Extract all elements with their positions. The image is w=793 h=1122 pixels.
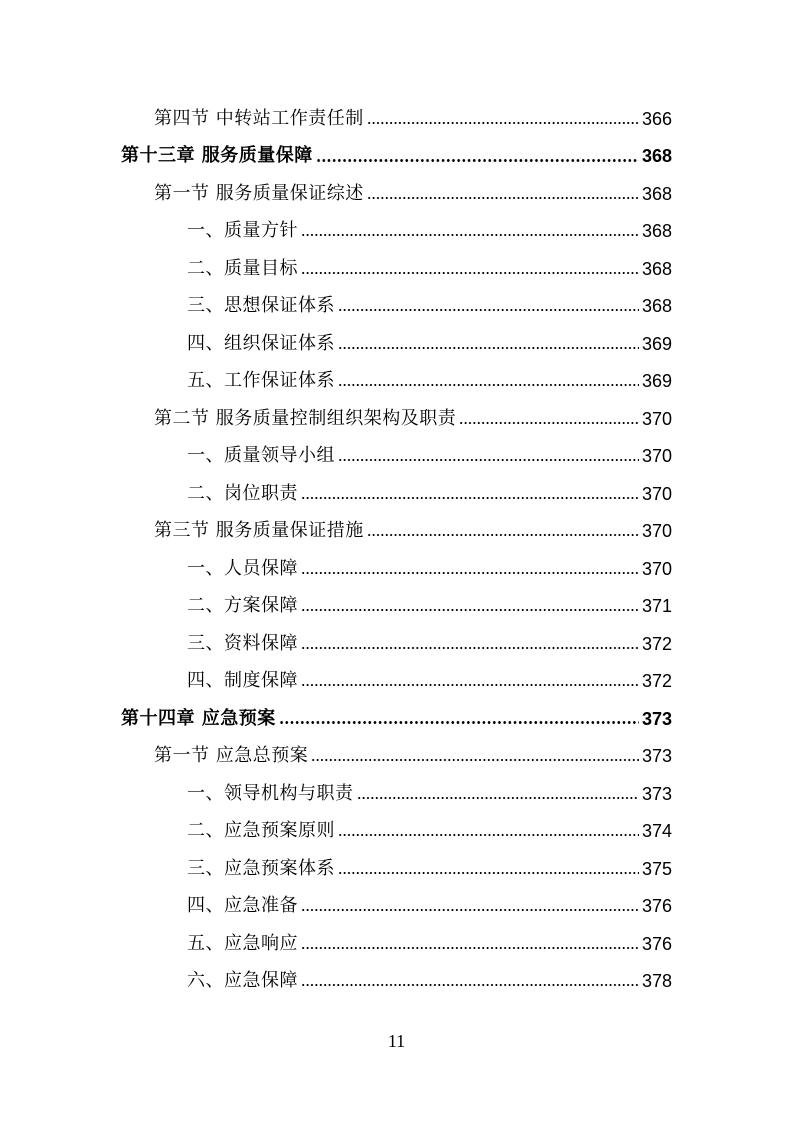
toc-entry-title: 三、思想保证体系: [187, 295, 335, 316]
toc-entry-page: 369: [641, 371, 672, 391]
toc-entry-page: 378: [641, 971, 672, 991]
dot-leader: [301, 684, 639, 686]
toc-entry[interactable]: [187, 963, 672, 1000]
toc-entry-title: 第十三章 服务质量保障: [121, 145, 313, 166]
toc-entry-page: 370: [641, 408, 672, 429]
dot-leader: [338, 347, 639, 349]
dot-leader: [301, 497, 639, 499]
dot-leader: [357, 797, 639, 799]
dot-leader: [316, 159, 639, 162]
dot-leader: [311, 759, 639, 761]
toc-entry[interactable]: [187, 550, 672, 587]
dot-leader: [338, 459, 639, 461]
toc-entry-title: 三、资料保障: [187, 632, 298, 654]
toc-entry-title: 三、应急预案体系: [187, 857, 335, 879]
dot-leader: [338, 872, 639, 874]
toc-entry-title: 四、组织保证体系: [187, 332, 335, 354]
toc-entry-title: 二、岗位职责: [187, 482, 298, 504]
dot-leader: [301, 909, 639, 911]
toc-entry[interactable]: [154, 400, 672, 437]
toc-entry-title: 一、人员保障: [187, 557, 298, 579]
dot-leader: [338, 834, 639, 836]
dot-leader: [338, 309, 639, 311]
dot-leader: [301, 272, 639, 274]
dot-leader: [338, 384, 639, 386]
toc-entry-page: 370: [641, 558, 672, 579]
toc-entry-title: 五、工作保证体系: [187, 370, 335, 391]
toc-entry-title: 一、质量方针: [187, 220, 298, 241]
toc-entry[interactable]: [187, 850, 672, 887]
dot-leader: [279, 721, 639, 724]
toc-entry[interactable]: [187, 888, 672, 925]
dot-leader: [301, 234, 639, 236]
dot-leader: [367, 197, 639, 199]
toc-entry-page: 368: [641, 221, 672, 241]
toc-entry[interactable]: [154, 513, 672, 550]
toc-entry-title: 五、应急响应: [187, 932, 298, 954]
toc-entry-page: 372: [641, 671, 672, 691]
dot-leader: [301, 947, 639, 949]
toc-entry-page: 368: [641, 296, 672, 316]
toc-entry-title: 四、制度保障: [187, 670, 298, 691]
toc-entry[interactable]: [187, 288, 672, 325]
toc-entry[interactable]: [187, 250, 672, 287]
toc-entry[interactable]: [187, 625, 672, 662]
toc-entry-page: 366: [641, 108, 672, 129]
toc-entry-title: 六、应急保障: [187, 970, 298, 991]
toc-entry[interactable]: [187, 588, 672, 625]
toc-entry-page: 372: [641, 633, 672, 654]
toc-entry[interactable]: [154, 175, 672, 212]
toc-entry-page: 368: [641, 146, 672, 166]
dot-leader: [459, 422, 639, 424]
toc-entry[interactable]: [187, 813, 672, 850]
toc-entry-page: 376: [641, 933, 672, 954]
toc-entry-title: 第一节 应急总预案: [154, 745, 309, 766]
toc-chapter-entry[interactable]: [121, 138, 672, 175]
toc-entry[interactable]: [187, 213, 672, 250]
toc-entry-page: 373: [641, 746, 672, 766]
page-number: 11: [387, 1031, 406, 1051]
dot-leader: [301, 647, 639, 649]
toc-entry-title: 第三节 服务质量保证措施: [154, 520, 364, 541]
toc-entry[interactable]: [187, 925, 672, 962]
toc-entry-page: 373: [641, 708, 672, 729]
toc-entry[interactable]: [154, 738, 672, 775]
dot-leader: [367, 122, 639, 124]
dot-leader: [301, 572, 639, 574]
toc-entry-page: 368: [641, 183, 672, 204]
toc-entry-page: 370: [641, 446, 672, 466]
dot-leader: [301, 984, 639, 986]
toc-entry-title: 四、应急准备: [187, 895, 298, 916]
toc-entry-title: 第四节 中转站工作责任制: [154, 107, 364, 129]
dot-leader: [301, 609, 639, 611]
toc-entry-page: 370: [641, 483, 672, 504]
toc-entry[interactable]: [187, 775, 672, 812]
toc-entry[interactable]: [154, 100, 672, 137]
dot-leader: [367, 534, 639, 536]
toc-entry-page: 368: [641, 258, 672, 279]
toc-entry-title: 二、方案保障: [187, 595, 298, 616]
toc-entry-title: 第一节 服务质量保证综述: [154, 182, 364, 204]
toc-entry-title: 第二节 服务质量控制组织架构及职责: [154, 407, 457, 429]
toc-entry-page: 371: [641, 596, 672, 616]
toc-entry-page: 375: [641, 858, 672, 879]
toc-entry-title: 第十四章 应急预案: [121, 707, 276, 729]
toc-entry-page: 369: [641, 333, 672, 354]
toc-entry[interactable]: [187, 475, 672, 512]
toc-entry-title: 一、领导机构与职责: [187, 782, 354, 804]
toc-entry[interactable]: [187, 325, 672, 362]
toc-chapter-entry[interactable]: [121, 700, 672, 737]
toc-entry-title: 二、质量目标: [187, 257, 298, 279]
toc-entry-title: 二、应急预案原则: [187, 820, 335, 841]
toc-entry-title: 一、质量领导小组: [187, 445, 335, 466]
toc-entry-page: 373: [641, 783, 672, 804]
toc-entry[interactable]: [187, 438, 672, 475]
toc-entry-page: 374: [641, 821, 672, 841]
toc-entry-page: 376: [641, 896, 672, 916]
toc-entry-page: 370: [641, 521, 672, 541]
toc-entry[interactable]: [187, 363, 672, 400]
toc-entry[interactable]: [187, 663, 672, 700]
